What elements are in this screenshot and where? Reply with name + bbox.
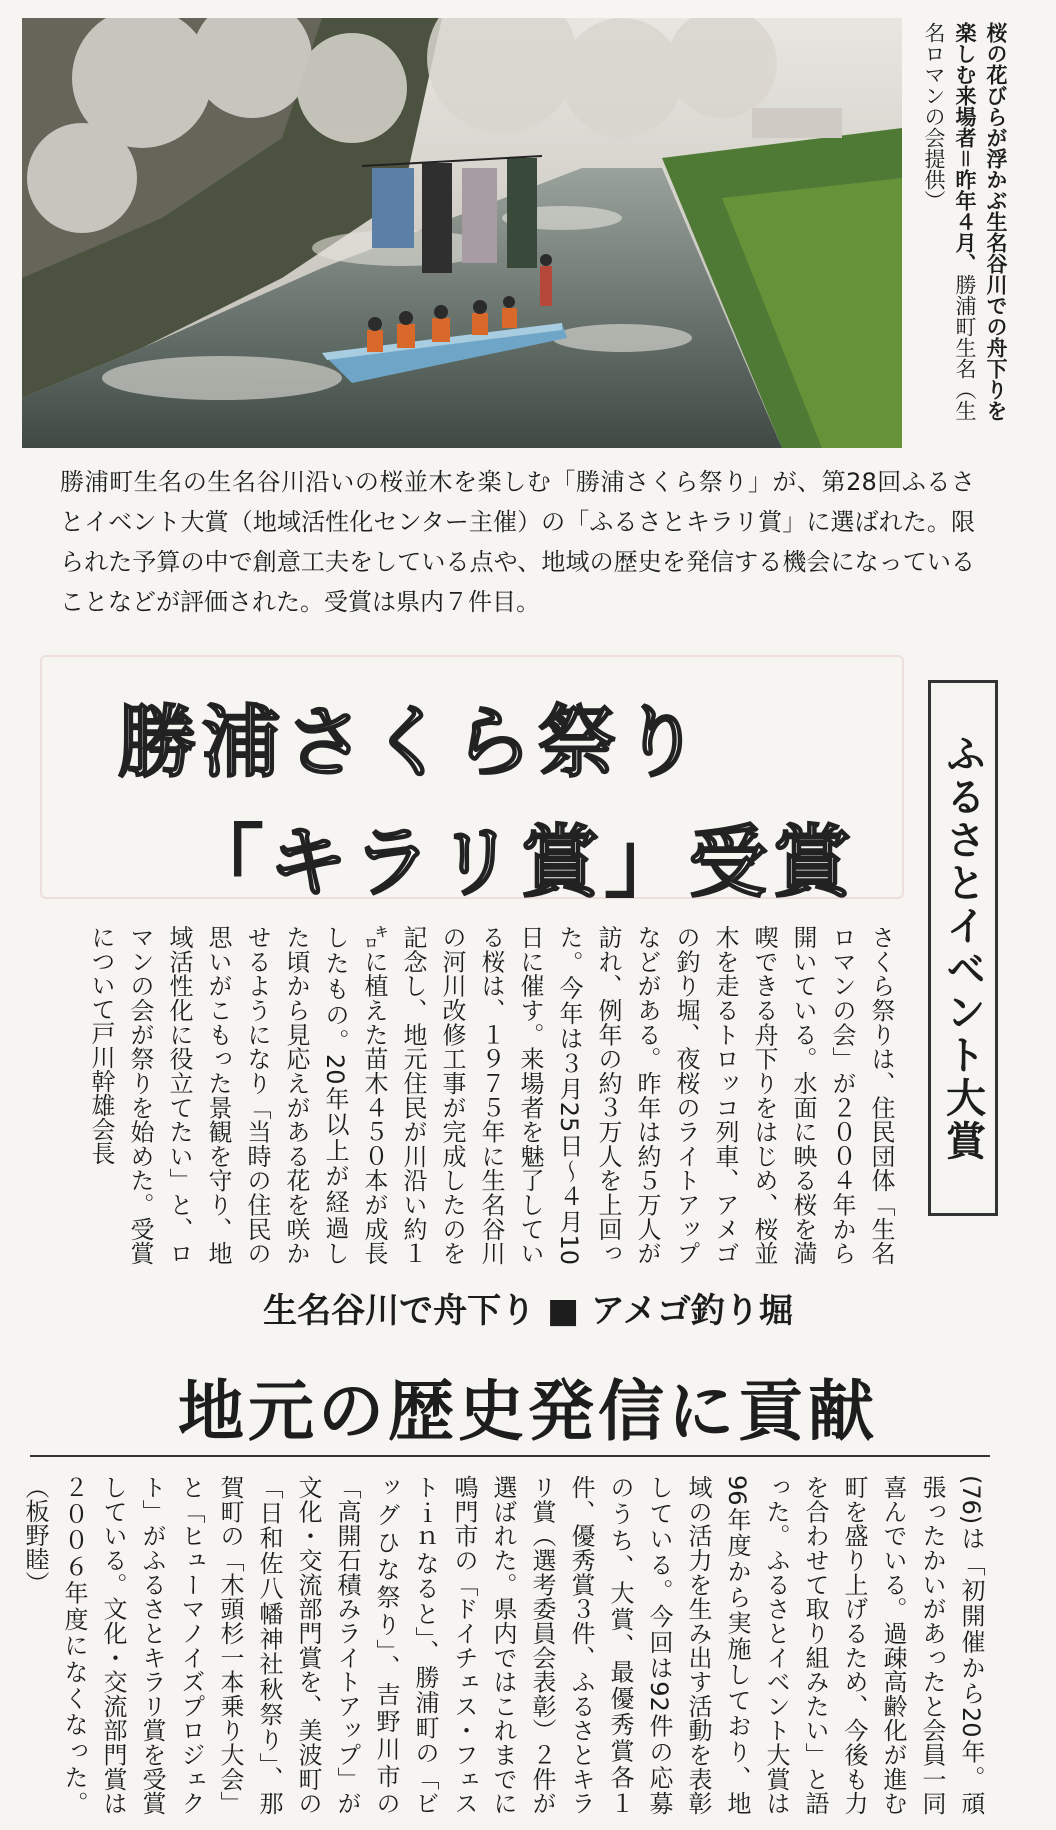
article-title-line2: 「キラリ賞」受賞 xyxy=(185,818,858,908)
article-photo xyxy=(22,18,902,448)
lead-paragraph: 勝浦町生名の生名谷川沿いの桜並木を楽しむ「勝浦さくら祭り」が、第28回ふるさとイベント大賞（地域活性化センター主催）の「ふるさとキラリ賞」に選ばれた。限られた予算の中で創意工夫をしている点や、地域の歴史を発信する機会になっていることなどが評価された。受賞は県内７件目。 xyxy=(60,468,975,616)
body-text-column-2: (76)は「初開催から20年。頑張ったかいがあったと会員一同喜んでいる。過疎高齢化が進む町を盛り上げるため、今後も力を合わせて取り組みたい」と語った。ふるさとイベント大賞は96年度から実施しており、地域の活力を生み出す活動を表彰している。今回は92件の応募のうち、大賞、最優秀賞各１件、優秀賞３件、ふるさとキラリ賞（選考委員会表彰）２件が選ばれた。県内ではこれまでに鳴門市の「ドイチェス・フェストｉｎなると」、勝浦町の「ビッグひな祭り」、吉野川市の「高開石積みライトアップ」が文化・交流部門賞を、美波町の「日和佐八幡神社秋祭り」、那賀町の「木頭杉一本乗り大会」と「ヒューマノイズプロジェクト」がふるさとキラリ賞を受賞している。文化・交流部門賞は２００６年度になくなった。（板野睦） xyxy=(21,1475,985,1815)
caption-line1: 桜の花びらが浮かぶ生名谷川での舟下りを楽しむ来場者＝昨年４月、 xyxy=(953,22,1008,421)
main-headline: 地元の歴史発信に貢献 xyxy=(178,1372,878,1450)
article-title-line1: 勝浦さくら祭り xyxy=(118,698,707,788)
section-label-box xyxy=(928,680,998,1216)
divider xyxy=(30,1455,990,1457)
section-label: ふるさとイベント大賞 xyxy=(939,733,986,1163)
photo-caption xyxy=(918,22,1011,432)
body-text-column-1: さくら祭りは、住民団体「生名ロマンの会」が２００４年から開いている。水面に映る桜を満喫できる舟下りをはじめ、桜並木を走るトロッコ列車、アメゴの釣り堀、夜桜のライトアップなどがある。昨年は約５万人が訪れ、例年の約３万人を上回った。今年は３月25日〜４月10日に催す。来場者を魅了している桜は、１９７５年に生名谷川の河川改修工事が完成したのを記念し、地元住民が川沿い約１㌔に植えた苗木４５０本が成長したもの。20年以上が経過した頃から見応えがある花を咲かせるようになり「当時の住民の思いがこもった景観を守り、地域活性化に役立てたい」と、ロマンの会が祭りを始めた。受賞について戸川幹雄会長 xyxy=(87,925,895,1265)
boat-river-photo-icon xyxy=(22,18,902,448)
subheadline: 生名谷川で舟下り ■ アメゴ釣り堀 xyxy=(263,1291,793,1331)
caption-line2: 勝浦町生名（生名ロマンの会提供） xyxy=(922,22,977,421)
